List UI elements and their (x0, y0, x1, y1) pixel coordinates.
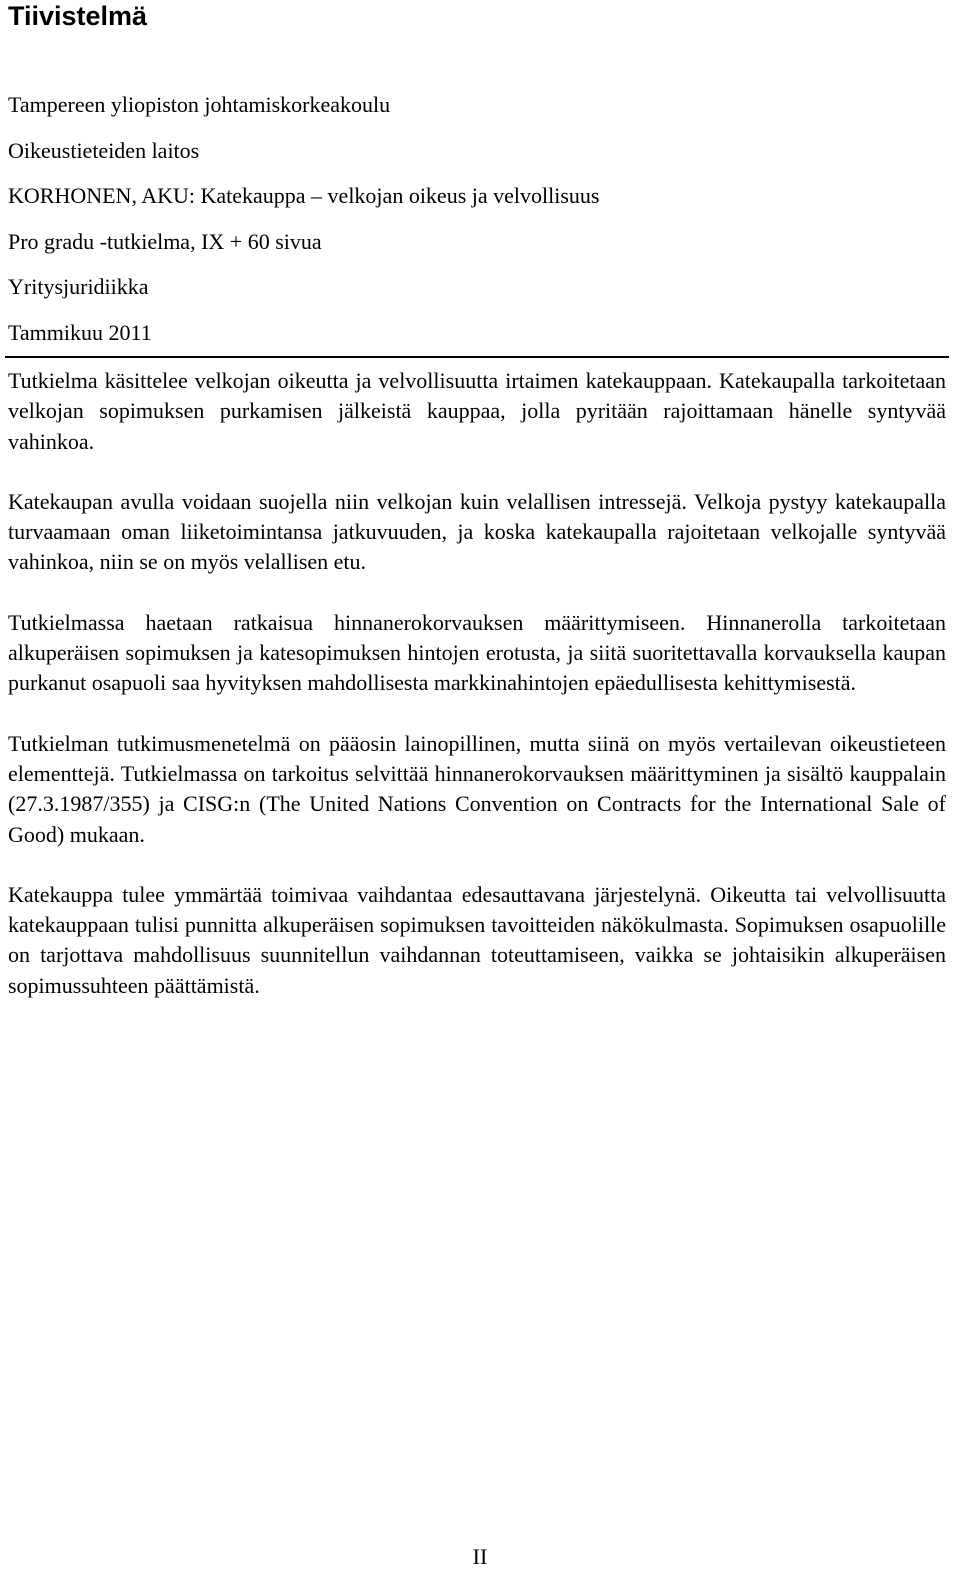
abstract-paragraph-2: Katekaupan avulla voidaan suojella niin velkojan kuin velallisen intressejä. Velkoja pystyy katekaupalla turvaamaan oman liiketoimintansa jatkuvuuden, ja koska katekaupalla rajoitetaan velkojalle syntyvää vahinkoa, niin se on myös velallisen etu. (8, 488, 946, 575)
abstract-paragraph-3: Tutkielmassa haetaan ratkaisua hinnanerokorvauksen määrittymiseen. Hinnanerolla tarkoitetaan alkuperäisen sopimuksen ja katesopimuksen hintojen erotusta, ja siitä suoritettavalla korvauksella kaupan purkanut osapuoli saa hyvityksen mahdollisesta markkinahintojen epäedullisesta kehittymisestä. (8, 609, 946, 696)
department-name: Oikeustieteiden laitos (8, 137, 200, 163)
page-title: Tiivistelmä (8, 1, 148, 31)
author-and-title: KORHONEN, AKU: Katekauppa – velkojan oikeus ja velvollisuus (8, 183, 600, 208)
abstract-paragraph-4: Tutkielman tutkimusmenetelmä on pääosin lainopillinen, mutta siinä on myös vertailevan oikeustieteen elementtejä. Tutkielmassa on tarkoitus selvittää hinnanerokorvauksen määrittyminen ja sisältö kauppalain (27.3.1987/355) ja CISG:n (The United Nations Convention on Contracts for the International Sale of Good) mukaan. (8, 730, 946, 847)
page-number: II (472, 1544, 488, 1569)
subject: Yritysjuridiikka (8, 274, 149, 299)
date: Tammikuu 2011 (8, 319, 152, 345)
abstract-paragraph-1: Tutkielma käsittelee velkojan oikeutta ja velvollisuutta irtaimen katekauppaan. Katekaupalla tarkoitetaan velkojan sopimuksen purkamisen jälkeistä kauppaa, jolla pyritään rajoittamaan hänelle syntyvää vahinkoa. (8, 368, 946, 454)
abstract-body (8, 366, 946, 1031)
horizontal-divider (5, 356, 949, 358)
thesis-info: Pro gradu -tutkielma, IX + 60 sivua (8, 228, 322, 254)
thesis-metadata (8, 82, 948, 355)
abstract-paragraph-5: Katekauppa tulee ymmärtää toimivaa vaihdantaa edesauttavana järjestelynä. Oikeutta tai velvollisuutta katekauppaan tulisi punnitta alkuperäisen sopimuksen tavoitteiden näkökulmasta. Sopimuksen osapuolille on tarjottava mahdollisuus suunnitellun vaihdannan toteuttamiseen, vaikka se johtaisikin alkuperäisen sopimussuhteen päättämistä. (8, 881, 946, 998)
school-name: Tampereen yliopiston johtamiskorkeakoulu (8, 92, 391, 117)
